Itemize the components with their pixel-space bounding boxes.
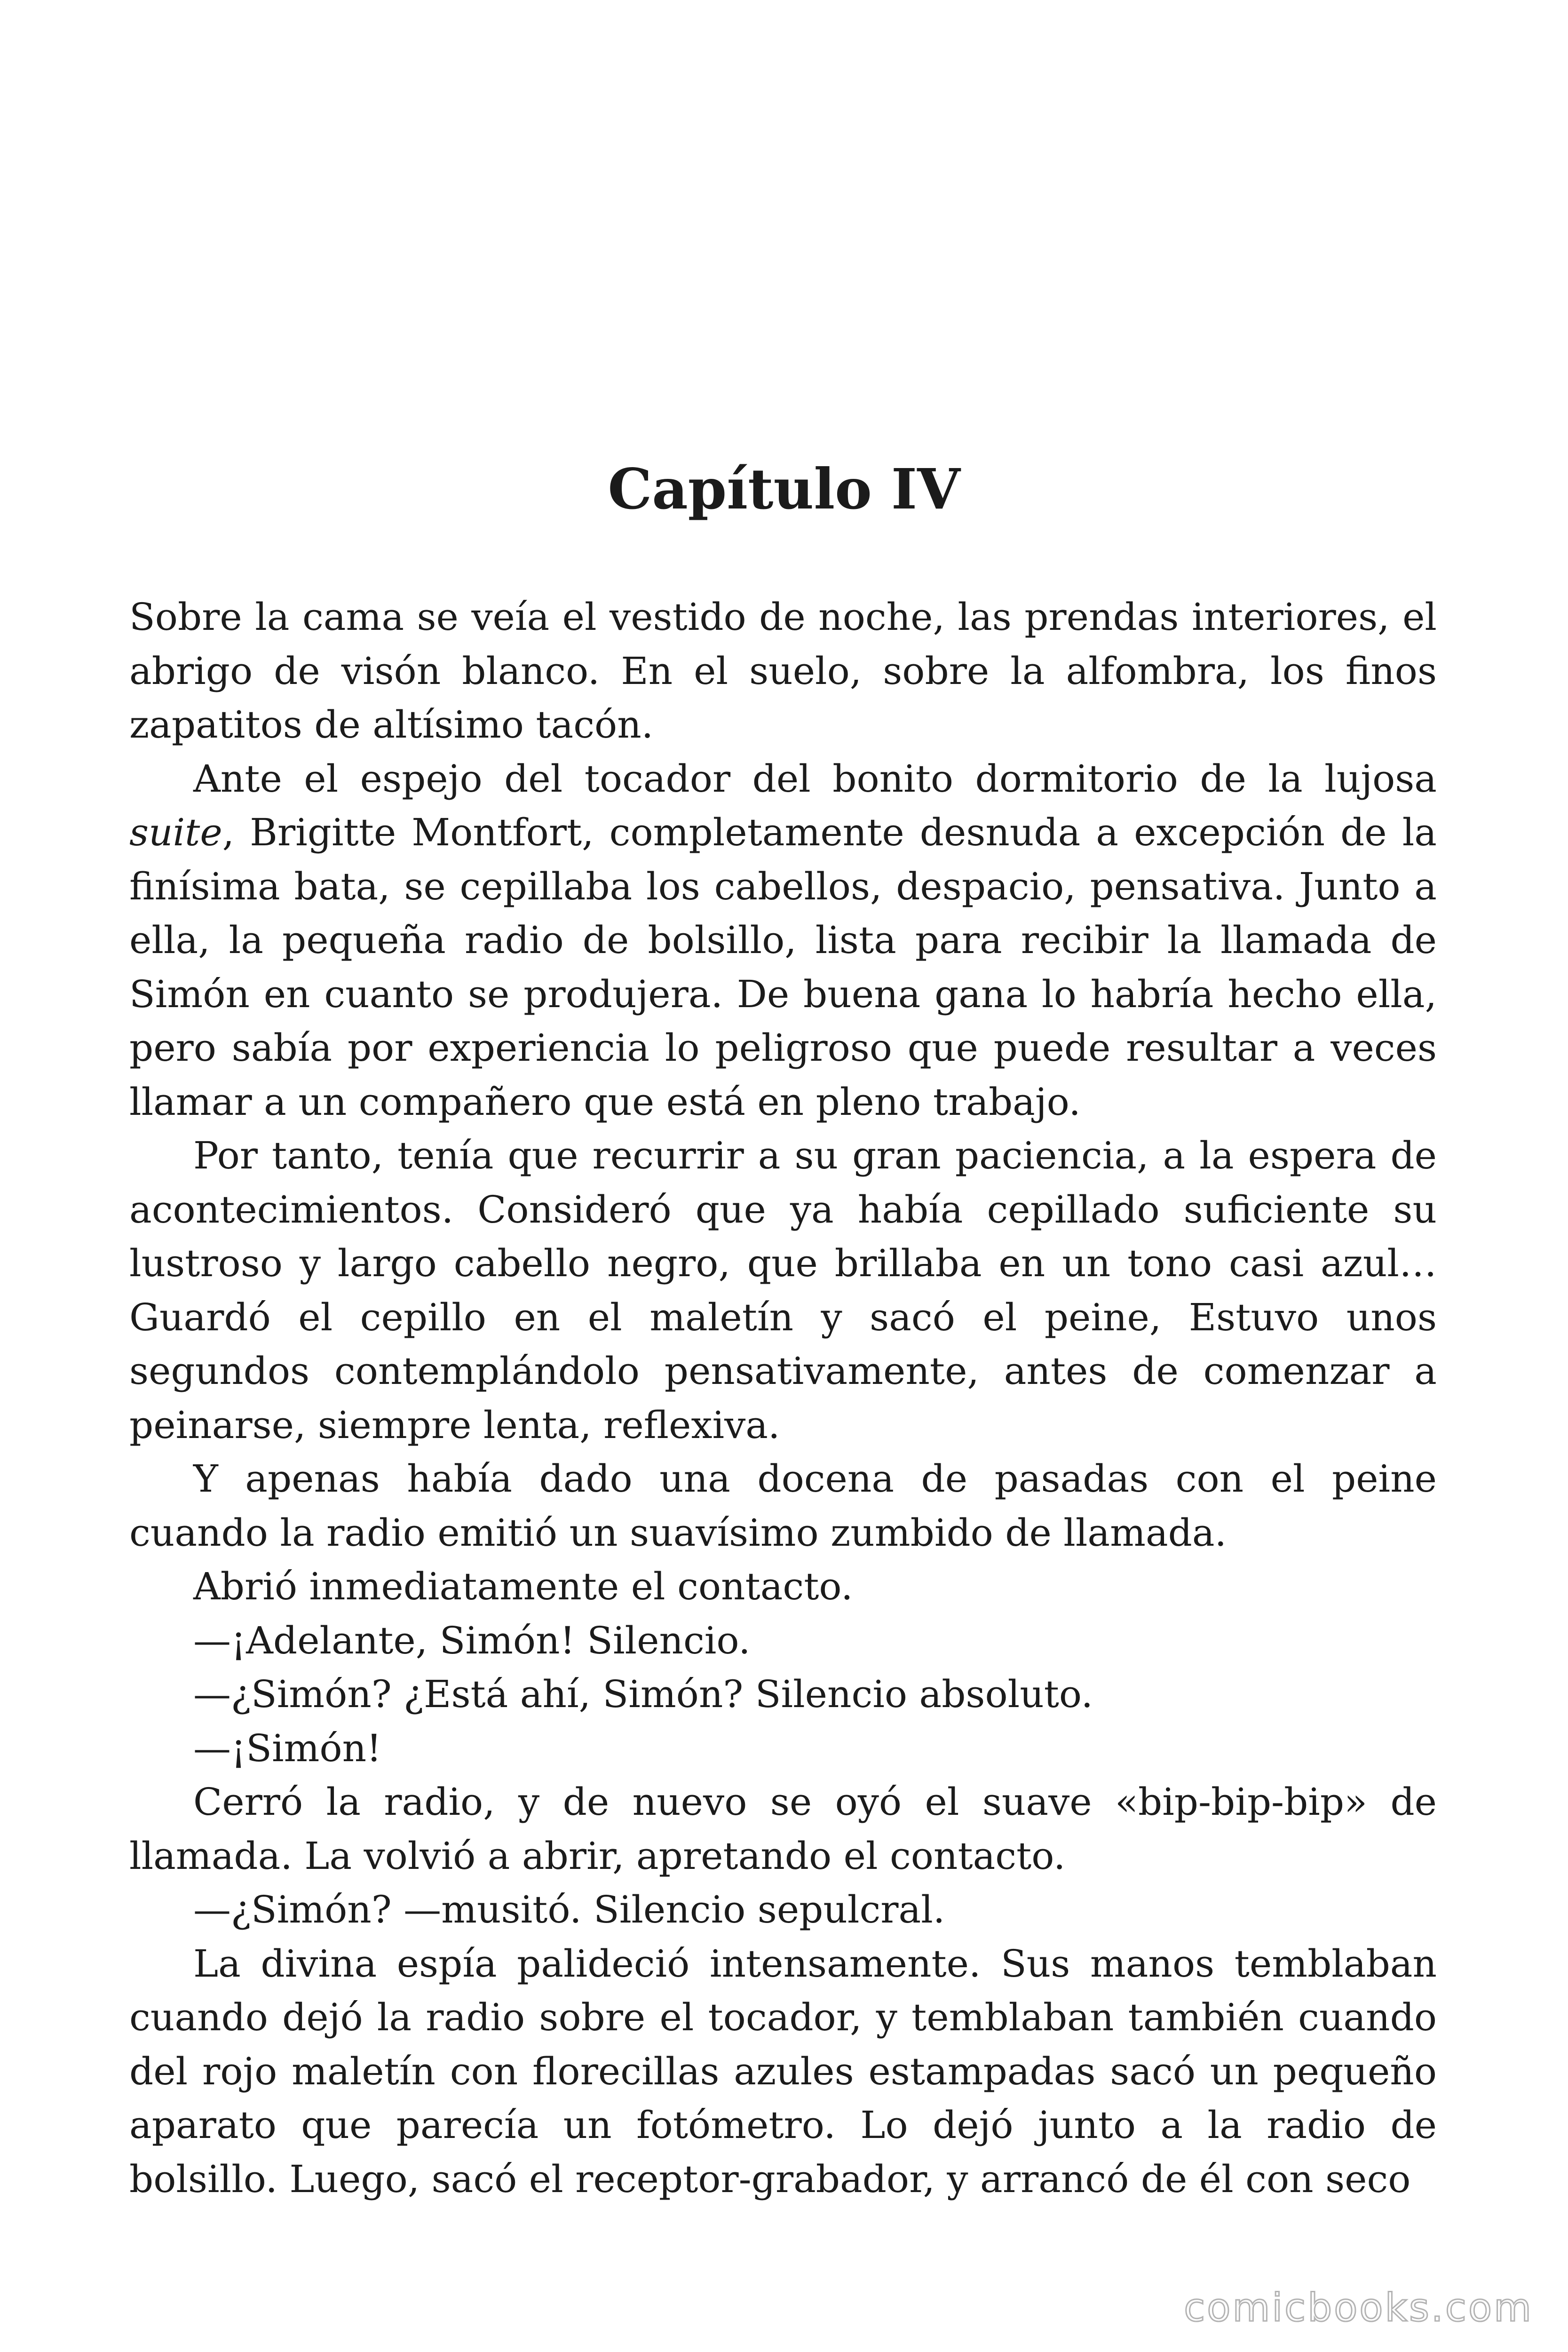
paragraph-text: Abrió inmediatamente el contacto.: [193, 1565, 853, 1608]
paragraph-text: La divina espía palideció intensamente. Sus manos temblaban cuando dejó la radio sobre el tocador, y temblaban también cuando del rojo maletín con florecillas azules estampadas sacó un pequeño aparato que parecía un fotómetro. Lo dejó junto a la radio de bolsillo. Luego, sacó el receptor-grabador, y arrancó de él con seco: [129, 1941, 1437, 2201]
chapter-body: [129, 590, 1437, 2206]
paragraph-text: Por tanto, tenía que recurrir a su gran paciencia, a la espera de acontecimientos. Consideró que ya había cepillado suficiente su lustroso y largo cabello negro, que brillaba en un tono casi azul… Guardó el cepillo en el maletín y sacó el peine, Estuvo unos segundos contemplándolo pensativamente, antes de comenzar a peinarse, siempre lenta, reflexiva.: [129, 1134, 1437, 1447]
dialogue-line: [129, 1883, 1437, 1937]
paragraph: [129, 1452, 1437, 1560]
paragraph-text: —¿Simón? —musitó. Silencio sepulcral.: [193, 1888, 945, 1931]
paragraph-text: —¡Simón!: [193, 1726, 382, 1770]
paragraph-text: —¿Simón? ¿Está ahí, Simón? Silencio absoluto.: [193, 1672, 1093, 1716]
watermark: comicbooks.com: [1184, 2286, 1533, 2330]
dialogue-line: [129, 1722, 1437, 1776]
paragraph: [129, 1560, 1437, 1614]
italic-word: suite: [129, 810, 222, 854]
paragraph: [129, 752, 1437, 1129]
dialogue-line: [129, 1668, 1437, 1722]
chapter-title: Capítulo IV: [608, 456, 960, 522]
paragraph: [129, 1129, 1437, 1452]
paragraph-text: Cerró la radio, y de nuevo se oyó el suave «bip-bip-bip» de llamada. La volvió a abrir, apretando el contacto.: [129, 1780, 1437, 1878]
paragraph: [129, 1937, 1437, 2207]
paragraph: [129, 1775, 1437, 1883]
paragraph-text: Ante el espejo del tocador del bonito dormitorio de la lujosa: [193, 756, 1437, 801]
paragraph-text: Sobre la cama se veía el vestido de noche, las prendas interiores, el abrigo de visón blanco. En el suelo, sobre la alfombra, los finos zapatitos de altísimo tacón.: [129, 595, 1437, 747]
paragraph: [129, 590, 1437, 752]
paragraph-text: Y apenas había dado una docena de pasadas con el peine cuando la radio emitió un suavísimo zumbido de llamada.: [129, 1457, 1437, 1555]
paragraph-text: , Brigitte Montfort, completamente desnuda a excepción de la finísima bata, se cepillaba los cabellos, despacio, pensativa. Junto a ella, la pequeña radio de bolsillo, lista para recibir la llamada de Simón en cuanto se produjera. De buena gana lo habría hecho ella, pero sabía por experiencia lo peligroso que puede resultar a veces llamar a un compañero que está en pleno trabajo.: [129, 810, 1437, 1124]
paragraph-text: —¡Adelante, Simón! Silencio.: [193, 1618, 751, 1662]
dialogue-line: [129, 1614, 1437, 1668]
